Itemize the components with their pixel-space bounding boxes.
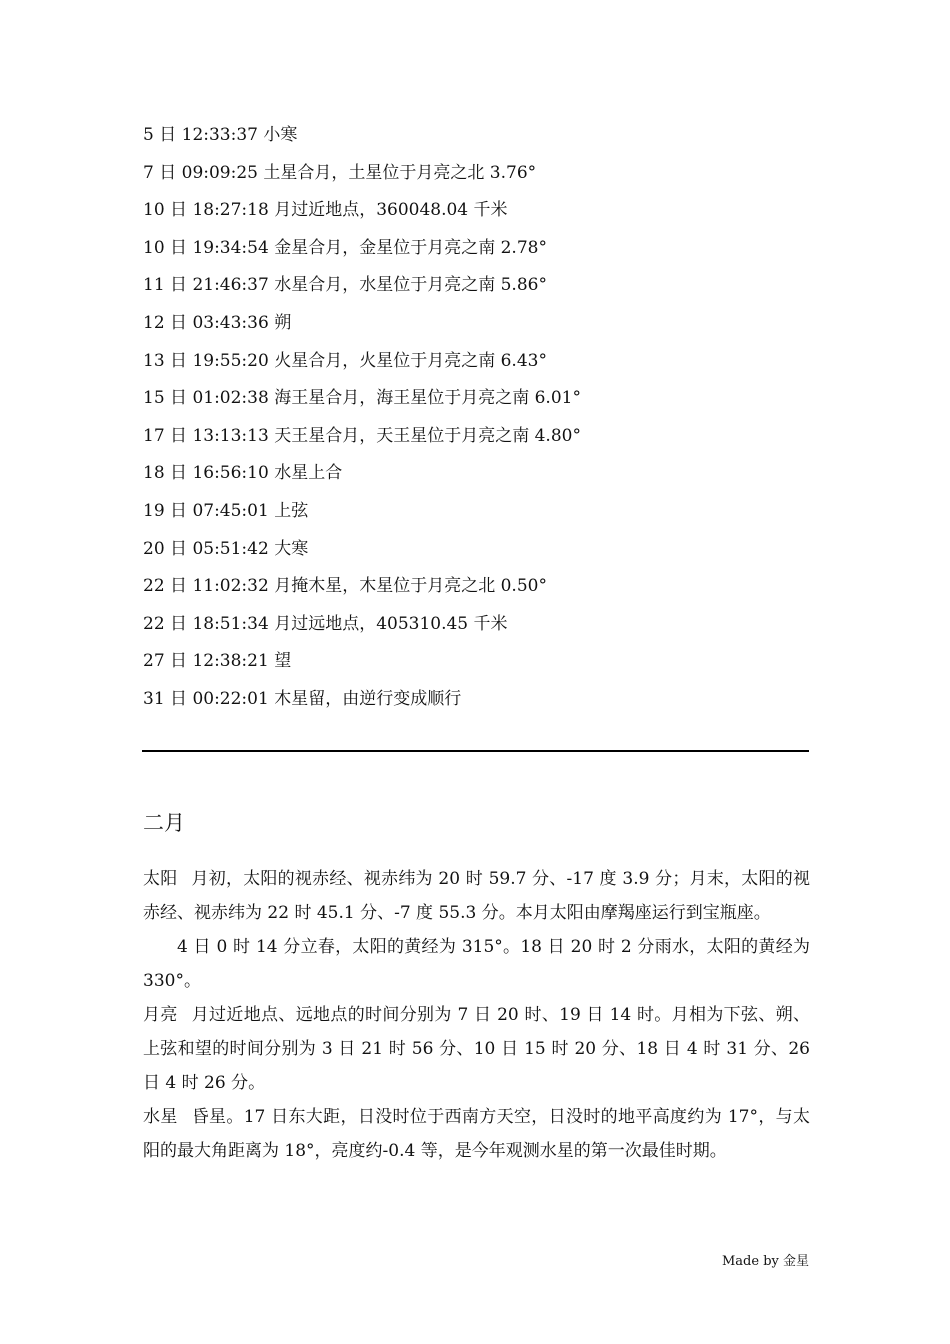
event-item: 10 日 19:34:54 金星合月，金星位于月亮之南 2.78° bbox=[143, 237, 547, 258]
event-list bbox=[143, 117, 823, 719]
event-item: 11 日 21:46:37 水星合月，水星位于月亮之南 5.86° bbox=[143, 275, 547, 296]
event-item: 12 日 03:43:36 朔 bbox=[143, 312, 292, 333]
event-item: 7 日 09:09:25 土星合月，土星位于月亮之北 3.76° bbox=[143, 162, 537, 183]
sun-text: 月初，太阳的视赤经、视赤纬为 20 时 59.7 分、-17 度 3.9 分；月末，太阳的视赤经、视赤纬为 22 时 45.1 分、-7 度 55.3 分。本月太阳由摩羯座运行到宝瓶座。 bbox=[143, 869, 810, 923]
event-item: 19 日 07:45:01 上弦 bbox=[143, 500, 309, 521]
event-item: 18 日 16:56:10 水星上合 bbox=[143, 463, 343, 484]
event-item: 17 日 13:13:13 天王星合月，天王星位于月亮之南 4.80° bbox=[143, 425, 581, 446]
event-item: 5 日 12:33:37 小寒 bbox=[143, 125, 298, 145]
moon-paragraph bbox=[143, 998, 810, 1100]
mercury-paragraph bbox=[143, 1100, 810, 1168]
mercury-text: 昏星。17 日东大距，日没时位于西南方天空，日没时的地平高度约为 17°，与太阳的最大角距离为 18°，亮度约-0.4 等，是今年观测水星的第一次最佳时期。 bbox=[143, 1107, 811, 1161]
event-item: 22 日 11:02:32 月掩木星，木星位于月亮之北 0.50° bbox=[143, 576, 547, 597]
sun-paragraph bbox=[143, 862, 810, 930]
event-item: 15 日 01:02:38 海王星合月，海王星位于月亮之南 6.01° bbox=[143, 388, 581, 409]
sun-text-2: 4 日 0 时 14 分立春，太阳的黄经为 315°。18 日 20 时 2 分雨水，太阳的黄经为 330°。 bbox=[143, 937, 810, 991]
mercury-label: 水星 bbox=[143, 1107, 178, 1127]
event-item: 22 日 18:51:34 月过远地点，405310.45 千米 bbox=[143, 613, 508, 634]
sun-label: 太阳 bbox=[143, 869, 178, 889]
event-item: 20 日 05:51:42 大寒 bbox=[143, 538, 309, 559]
event-item: 31 日 00:22:01 木星留，由逆行变成顺行 bbox=[143, 688, 462, 709]
event-item: 27 日 12:38:21 望 bbox=[143, 651, 292, 672]
section-heading: 二月 bbox=[143, 811, 185, 835]
footer-credit: Made by 金星 bbox=[721, 1254, 809, 1269]
moon-text: 月过近地点、远地点的时间分别为 7 日 20 时、19 日 14 时。月相为下弦、朔、上弦和望的时间分别为 3 日 21 时 56 分、10 日 15 时 20 分、18 日 4 时 31 分、26 日 4 时 26 分。 bbox=[143, 1005, 811, 1093]
event-item: 13 日 19:55:20 火星合月，火星位于月亮之南 6.43° bbox=[143, 350, 547, 371]
horizontal-divider bbox=[142, 750, 809, 752]
section-body bbox=[143, 862, 810, 1168]
moon-label: 月亮 bbox=[143, 1005, 178, 1025]
sun-paragraph-2 bbox=[143, 930, 810, 998]
event-item: 10 日 18:27:18 月过近地点，360048.04 千米 bbox=[143, 200, 508, 221]
